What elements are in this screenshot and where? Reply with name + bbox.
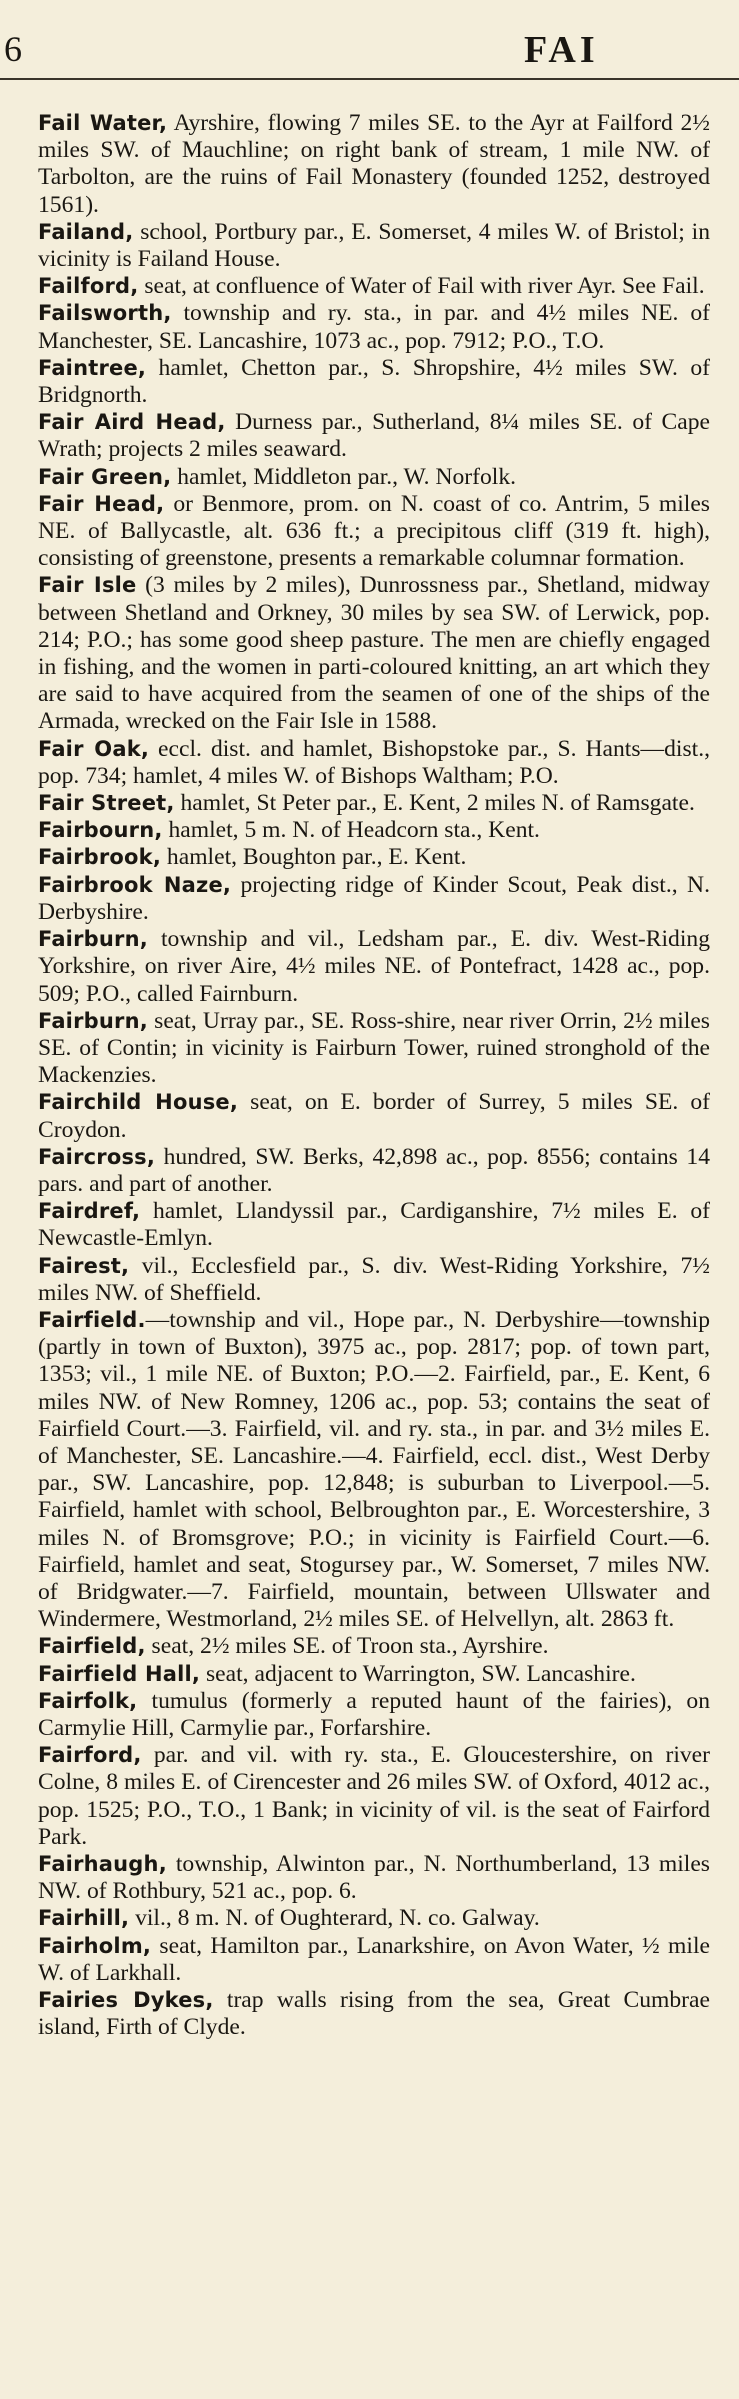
gazetteer-entry [38, 300, 710, 354]
gazetteer-entry [38, 273, 710, 300]
entry-text: hamlet, 5 m. N. of Headcorn sta., Kent. [162, 817, 540, 844]
gazetteer-entry [38, 409, 710, 463]
entry-headword: Fairfield Hall, [38, 1661, 201, 1686]
gazetteer-entry [38, 1633, 710, 1660]
page-number: 6 [4, 29, 22, 69]
gazetteer-entry [38, 355, 710, 409]
gazetteer-entry [38, 1742, 710, 1851]
entry-text: hamlet, Boughton par., E. Kent. [161, 844, 467, 871]
entry-headword: Fairbrook Naze, [38, 872, 232, 897]
entry-text: seat, at confluence of Water of Fail with river Ayr. See Fail. [138, 273, 705, 300]
entry-text: seat, adjacent to Warrington, SW. Lancashire. [200, 1660, 636, 1687]
entry-text: township and vil., Ledsham par., E. div. West-Riding Yorkshire, on river Aire, 4½ miles NE. of Pontefract, 1428 ac., pop. 509; P.O., called Fairnburn. [38, 926, 710, 1007]
entry-headword: Fairbrook, [38, 845, 162, 870]
entry-headword: Fairest, [38, 1253, 130, 1278]
gazetteer-entry [38, 844, 710, 871]
entry-text: vil., 8 m. N. of Oughterard, N. co. Galway. [129, 1905, 540, 1932]
entry-headword: Fairdref, [38, 1199, 141, 1224]
running-head: FAI [524, 29, 599, 71]
entry-headword: Fair Green, [38, 464, 172, 489]
entry-headword: Fairfield. [38, 1307, 146, 1332]
entry-text: township, Alwinton par., N. Northumberland, 13 miles NW. of Rothbury, 521 ac., pop. 6. [38, 1851, 710, 1905]
entry-text: township and ry. sta., in par. and 4½ miles NE. of Manchester, SE. Lancashire, 1073 ac., pop. 7912; P.O., T.O. [38, 300, 710, 354]
gazetteer-entry [38, 1851, 710, 1905]
gazetteer-entry [38, 872, 710, 926]
entry-text: seat, 2½ miles SE. of Troon sta., Ayrshire. [145, 1633, 549, 1660]
entry-text: par. and vil. with ry. sta., E. Gloucestershire, on river Colne, 8 miles E. of Cirencester and 26 miles SW. of Oxford, 4012 ac., pop. 1525; P.O., T.O., 1 Bank; in vicinity of vil. is the seat of Fairford Park. [38, 1742, 710, 1850]
entry-text: seat, Urray par., SE. Ross-shire, near river Orrin, 2½ miles SE. of Contin; in vicinity is Fairburn Tower, ruined stronghold of the Mackenzies. [38, 1007, 710, 1089]
entry-text: Durness par., Sutherland, 8¼ miles SE. of Cape Wrath; projects 2 miles seaward. [38, 409, 710, 463]
gazetteer-entry [38, 1144, 710, 1198]
entry-headword: Fairfield, [38, 1634, 146, 1659]
entry-headword: Faircross, [38, 1144, 156, 1169]
gazetteer-entry [38, 1008, 710, 1090]
entry-headword: Fairburn, [38, 927, 148, 952]
gazetteer-entry [38, 1198, 710, 1252]
entry-text: eccl. dist. and hamlet, Bishopstoke par., S. Hants—dist., pop. 734; hamlet, 4 miles W. of Bishops Waltham; P.O. [38, 735, 711, 789]
gazetteer-entry [38, 1253, 710, 1307]
gazetteer-entry [38, 817, 710, 844]
entry-headword: Fair Oak, [38, 736, 150, 761]
entry-text: tumulus (formerly a reputed haunt of the fairies), on Carmylie Hill, Carmylie par., Forfarshire. [38, 1687, 710, 1741]
entry-text: vil., Ecclesfield par., S. div. West-Riding Yorkshire, 7½ miles NW. of Sheffield. [38, 1252, 710, 1306]
entry-text: hundred, SW. Berks, 42,898 ac., pop. 8556; contains 14 pars. and part of another. [38, 1143, 710, 1197]
entry-headword: Fairford, [38, 1743, 142, 1768]
gazetteer-entry [38, 736, 710, 790]
entry-text: Ayrshire, flowing 7 miles SE. to the Ayr at Failford 2½ miles SW. of Mauchline; on right bank of stream, 1 mile NW. of Tarbolton, are the ruins of Fail Monastery (founded 1252, destroyed 1561). [38, 110, 710, 218]
gazetteer-entry [38, 572, 710, 735]
gazetteer-entry [38, 926, 710, 1008]
entry-headword: Failford, [38, 274, 139, 299]
entry-text: trap walls rising from the sea, Great Cumbrae island, Firth of Clyde. [38, 1987, 710, 2041]
entry-text: —township and vil., Hope par., N. Derbyshire—township (partly in town of Buxton), 3975 ac., pop. 2817; pop. of town part, 1353; vil., 1 mile NE. of Buxton; P.O.—2. Fairfield, par., E. Kent, 6 miles NW. of New Romney, 1206 ac., pop. 53; contains the seat of Fairfield Court.—3. Fairfield, vil. and ry. sta., in par. and 3½ miles E. of Manchester, SE. Lancashire.—4. Fairfield, eccl. dist., West Derby par., SW. Lancashire, pop. 12,848; is suburban to Liverpool.—5. Fairfield, hamlet with school, Belbroughton par., E. Worcestershire, 3 miles N. of Bromsgrove; P.O.; in vicinity is Fairfield Court.—6. Fairfield, hamlet and seat, Stogursey par., W. Somerset, 7 miles NW. of Bridgwater.—7. Fairfield, mountain, between Ullswater and Windermere, Westmorland, 2½ miles SE. of Helvellyn, alt. 2863 ft. [38, 1306, 710, 1633]
gazetteer-entry [38, 1688, 710, 1742]
entry-headword: Fairburn, [38, 1008, 148, 1033]
entry-text: school, Portbury par., E. Somerset, 4 miles W. of Bristol; in vicinity is Failand House. [38, 218, 710, 273]
entry-headword: Fair Aird Head, [38, 410, 226, 435]
entry-headword: Failand, [38, 219, 134, 244]
gazetteer-entry [38, 491, 710, 573]
gazetteer-entry [38, 1661, 710, 1688]
entry-text: hamlet, Llandyssil par., Cardiganshire, 7½ miles E. of Newcastle-Emlyn. [38, 1198, 710, 1252]
entry-headword: Fairfolk, [38, 1688, 138, 1713]
entry-headword: Fairies Dykes, [38, 1988, 214, 2013]
entry-headword: Fairholm, [38, 1933, 152, 1958]
gazetteer-entry [38, 219, 710, 273]
entry-text: (3 miles by 2 miles), Dunrossness par., Shetland, midway between Shetland and Orkney, 30 miles by sea SW. of Lerwick, pop. 214; P.O.; has some good sheep pasture. The men are chiefly engaged in fishing, and the women in parti-coloured knitting, an art which they are said to have acquired from the seamen of one of the ships of the Armada, wrecked on the Fair Isle in 1588. [38, 572, 710, 735]
gazetteer-entry [38, 1905, 710, 1932]
entry-text: hamlet, Middleton par., W. Norfolk. [171, 463, 517, 490]
entry-headword: Faintree, [38, 355, 147, 380]
entry-headword: Fair Street, [38, 791, 175, 816]
entry-headword: Fail Water, [38, 111, 168, 135]
gazetteer-entry [38, 1987, 710, 2041]
gazetteer-entry [38, 1307, 710, 1633]
gazetteer-entry [38, 1089, 710, 1143]
gazetteer-entry [38, 790, 710, 817]
entry-text: hamlet, Chetton par., S. Shropshire, 4½ miles SW. of Bridgnorth. [38, 354, 710, 409]
entry-headword: Fair Head, [38, 491, 165, 516]
gazetteer-entry [38, 110, 710, 219]
page-header [0, 22, 739, 80]
entry-text: seat, on E. border of Surrey, 5 miles SE. of Croydon. [38, 1089, 711, 1143]
entry-headword: Failsworth, [38, 301, 172, 326]
entry-text: seat, Hamilton par., Lanarkshire, on Avon Water, ½ mile W. of Larkhall. [38, 1932, 710, 1986]
entry-headword: Fairhill, [38, 1906, 130, 1931]
gazetteer-entry [38, 1933, 710, 1987]
entry-text: projecting ridge of Kinder Scout, Peak dist., N. Derbyshire. [38, 871, 710, 925]
entry-text: or Benmore, prom. on N. coast of co. Antrim, 5 miles NE. of Ballycastle, alt. 636 ft.; a precipitous cliff (319 ft. high), consisting of greenstone, presents a remarkable columnar formation. [38, 490, 710, 572]
entry-headword: Fairbourn, [38, 818, 163, 843]
entry-headword: Fair Isle [38, 573, 137, 598]
entry-headword: Fairchild House, [38, 1090, 239, 1115]
entry-headword: Fairhaugh, [38, 1852, 167, 1876]
entry-text: hamlet, St Peter par., E. Kent, 2 miles N. of Ramsgate. [174, 790, 695, 817]
header-rule [0, 78, 739, 80]
gazetteer-entry [38, 464, 710, 491]
entries-column [38, 110, 710, 2041]
